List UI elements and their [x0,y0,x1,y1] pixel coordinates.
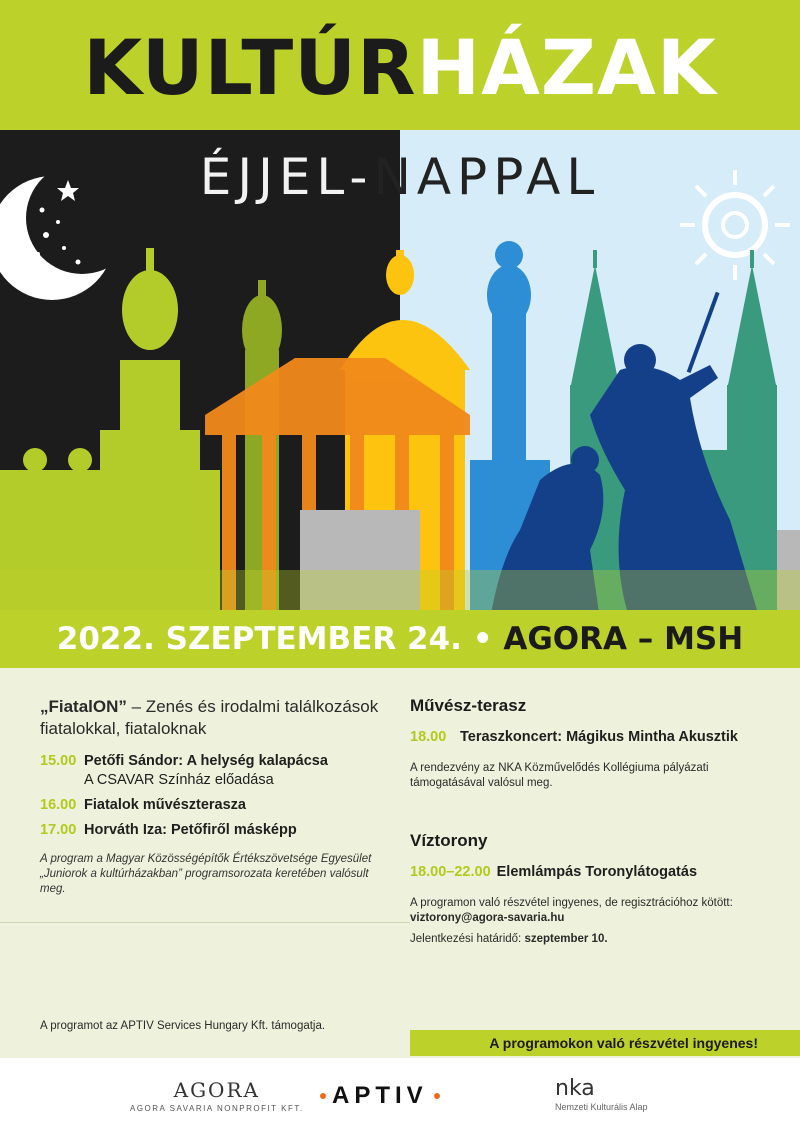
registration-text: A programon való részvétel ingyenes, de regisztrációhoz kötött: [410,897,733,909]
aptiv-logo [320,1082,440,1110]
event-time: 18.00 [410,729,447,745]
event-subtitle: A CSAVAR Színház előadása [84,772,274,788]
ground [0,570,800,610]
footer-logos [0,1058,800,1131]
banner-text [0,622,800,656]
sponsor-line: A programot az APTIV Services Hungary Kft. támogatja. [40,1020,326,1032]
event-row [40,821,390,840]
free-entry-bar [410,1030,800,1056]
nka-name: nka [555,1076,595,1101]
fiatalon-title: „FiatalON” [40,697,127,716]
fiatalon-lead [40,696,390,740]
event-title: Fiatalok művészterasza [84,797,246,813]
event-time: 17.00 [40,822,77,838]
event-time: 16.00 [40,797,77,813]
section-divider [0,922,410,923]
agora-logo [130,1080,304,1113]
event-title: Horváth Iza: Petőfiről másképp [84,822,297,838]
deadline-label: Jelentkezési határidő: [410,933,525,945]
event-title: Petőfi Sándor: A helység kalapácsa [84,753,328,769]
bullet-separator: • [472,621,493,657]
event-time: 18.00–22.00 [410,864,491,880]
event-date: 2022. SZEPTEMBER 24. [56,621,462,657]
viztorony-heading: Víztorony [410,831,488,850]
event-row [410,728,780,747]
program-note: A program a Magyar Közösségépítők Értékszövetsége Egyesület „Juniorok a kultúrházakban” programsorozata keretében valósult meg. [40,853,372,895]
event-title: Elemlámpás Toronylátogatás [496,864,698,880]
event-body [84,821,297,840]
subtitle-day: NAPPAL [373,148,601,206]
event-title: Teraszkoncert: Mágikus Mintha Akusztik [460,729,738,745]
event-time: 15.00 [40,753,77,769]
title-part-kultur: KULTÚR [83,23,417,112]
registration-email[interactable]: viztorony@agora-savaria.hu [410,912,565,924]
right-column [410,696,780,947]
left-column [40,696,390,897]
free-entry-text: A programokon való részvétel ingyenes! [489,1035,758,1051]
nka-support-note: A rendezvény az NKA Közművelődés Kollégiuma pályázati támogatásával valósul meg. [410,762,709,789]
aptiv-dot-icon [320,1093,326,1099]
agora-subtitle: AGORA SAVARIA NONPROFIT KFT. [130,1104,304,1113]
subtitle [0,148,800,206]
subtitle-night: ÉJJEL- [199,148,374,206]
program-content [0,668,800,1058]
event-row [410,863,780,882]
deadline-info [410,932,780,947]
deadline-date: szeptember 10. [524,933,608,945]
event-row [40,752,390,790]
title-part-hazak: HÁZAK [416,23,717,112]
nka-logo [555,1078,648,1112]
night-day-illustration [0,130,800,610]
muvesz-terasz-heading: Művész-terasz [410,696,527,715]
aptiv-name: APTIV [332,1082,428,1109]
event-venue: AGORA – MSH [503,621,744,657]
event-body [84,796,246,815]
main-title [0,23,800,112]
registration-info [410,896,780,926]
aptiv-dot-icon [434,1093,440,1099]
agora-name: AGORA [173,1078,260,1102]
date-banner [0,610,800,668]
header-band [0,0,800,130]
fiatalon-description: – Zenés és irodalmi találkozások fiatalokkal, fiataloknak [40,697,379,738]
event-body [84,752,328,790]
event-row [40,796,390,815]
nka-subtitle: Nemzeti Kulturális Alap [555,1102,648,1112]
